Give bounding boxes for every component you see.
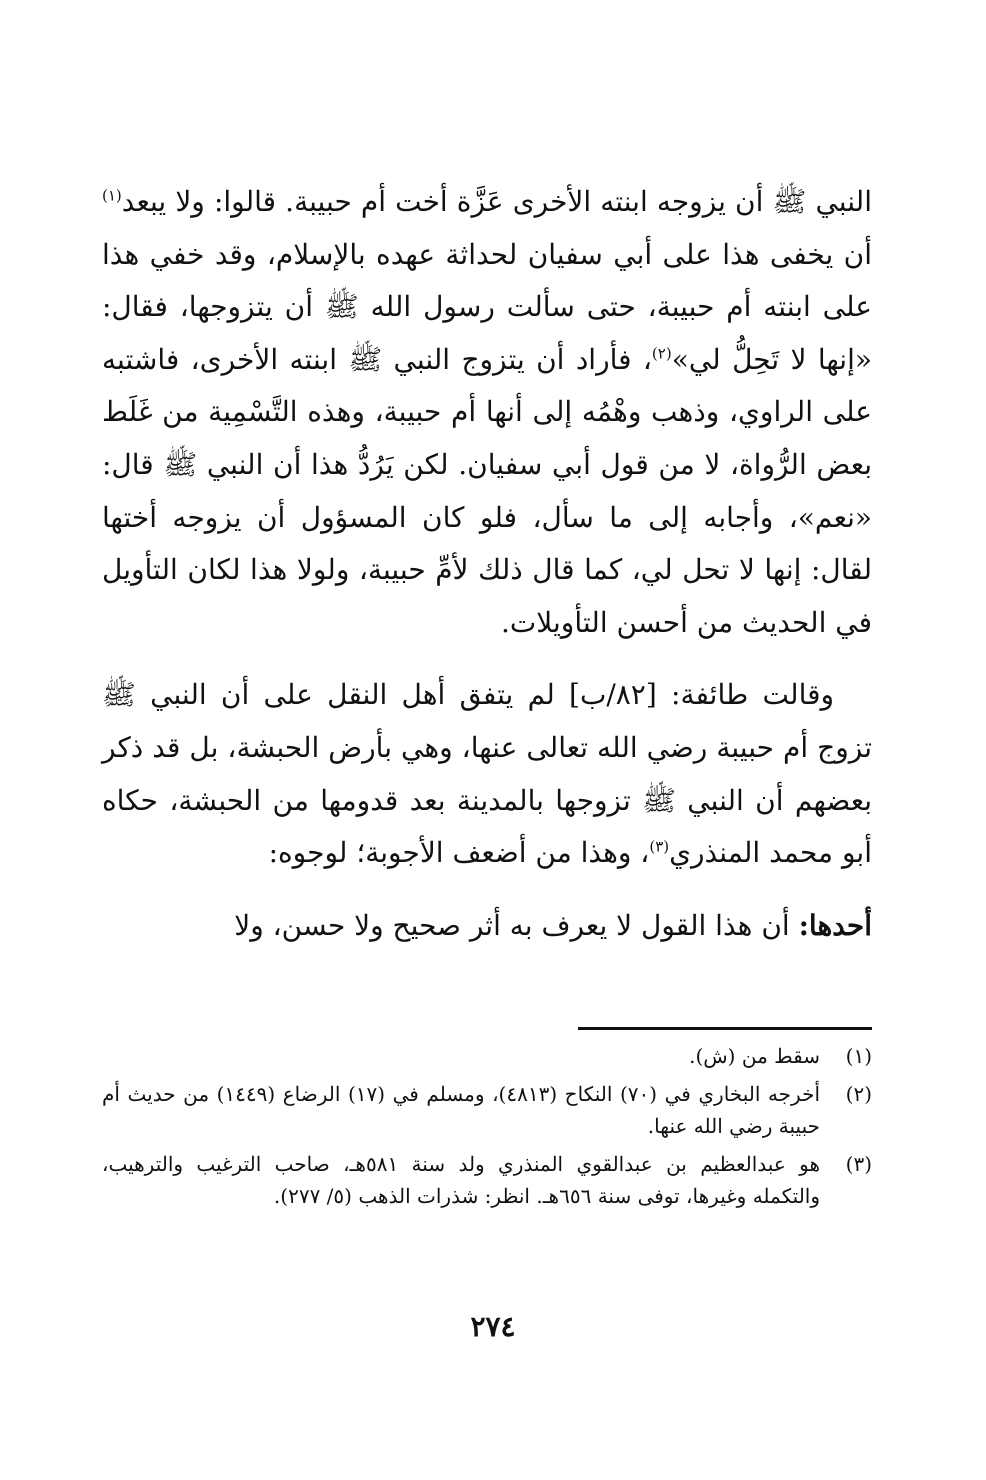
paragraph-2-text-b: ، وهذا من أضعف الأجوبة؛ لوجوه: <box>268 836 650 870</box>
footnote-number: (٣) <box>845 1152 872 1176</box>
footnotes <box>102 1040 872 1218</box>
paragraph-3 <box>102 900 872 953</box>
footnote-ref-1[interactable]: (١) <box>102 186 122 205</box>
paragraph-1 <box>102 176 872 649</box>
paragraph-1-text-a: النبي ﷺ أن يزوجه ابنته الأخرى عَزَّة أخت أم حبيبة. قالوا: ولا يبعد <box>121 185 872 218</box>
main-text <box>102 176 872 952</box>
footnote-ref-3[interactable]: (٣) <box>649 837 670 856</box>
footnote-number: (١) <box>845 1044 872 1068</box>
paragraph-2-text-a: وقالت طائفة: [٨٢/ب] لم يتفق أهل النقل على أن النبي ﷺ تزوج أم حبيبة رضي الله تعالى عنها، وهي بأرض الحبشة، بل قد ذكر بعضهم أن النبي ﷺ تزوجها بالمدينة بعد قدومها من الحبشة، حكاه أبو محمد المنذري <box>102 678 872 870</box>
paragraph-1-text-c: ، فأراد أن يتزوج النبي ﷺ ابنته الأخرى، فاشتبه على الراوي، وذهب وهْمُه إلى أنها أم حبيبة، وهذه التَّسْمِية من غَلَط بعض الرُّواة، لا من قول أبي سفيان. لكن يَرُدُّ هذا أن النبي ﷺ قال: «نعم»، وأجابه إلى ما سأل، فلو كان المسؤول أن يزوجه أختها لقال: إنها لا تحل لي، كما قال ذلك لأمِّ حبيبة، ولولا هذا لكان التأويل في الحديث من أحسن التأويلات. <box>102 342 873 639</box>
footnote-3 <box>102 1148 872 1212</box>
footnote-2 <box>102 1078 872 1142</box>
paragraph-3-lead: أحدها: <box>798 908 872 942</box>
footnote-text: أخرجه البخاري في (٧٠) النكاح (٤٨١٣)، ومسلم في (١٧) الرضاع (١٤٤٩) من حديث أم حبيبة رضي الله عنها. <box>102 1082 820 1138</box>
footnote-ref-2[interactable]: (٢) <box>651 344 672 363</box>
paragraph-1-text-b: أن يخفى هذا على أبي سفيان لحداثة عهده بالإسلام، وقد خفي هذا على ابنته أم حبيبة، حتى سألت رسول الله ﷺ أن يتزوجها، فقال: «إنها لا تَحِلُّ لي» <box>102 237 872 376</box>
footnote-number: (٢) <box>845 1082 872 1106</box>
paragraph-3-text-a: أن هذا القول لا يعرف به أثر صحيح ولا حسن، ولا <box>234 908 799 942</box>
page-number: ٢٧٤ <box>470 1310 516 1343</box>
paragraph-2 <box>102 669 872 879</box>
footnote-text: سقط من (ش). <box>689 1044 820 1068</box>
footnote-text: هو عبدالعظيم بن عبدالقوي المنذري ولد سنة ٥٨١هـ، صاحب الترغيب والترهيب، والتكمله وغيرها، توفى سنة ٦٥٦هـ. انظر: شذرات الذهب (٥/ ٢٧٧). <box>102 1152 820 1208</box>
footnote-1 <box>102 1040 872 1072</box>
footnote-separator <box>578 1027 872 1030</box>
